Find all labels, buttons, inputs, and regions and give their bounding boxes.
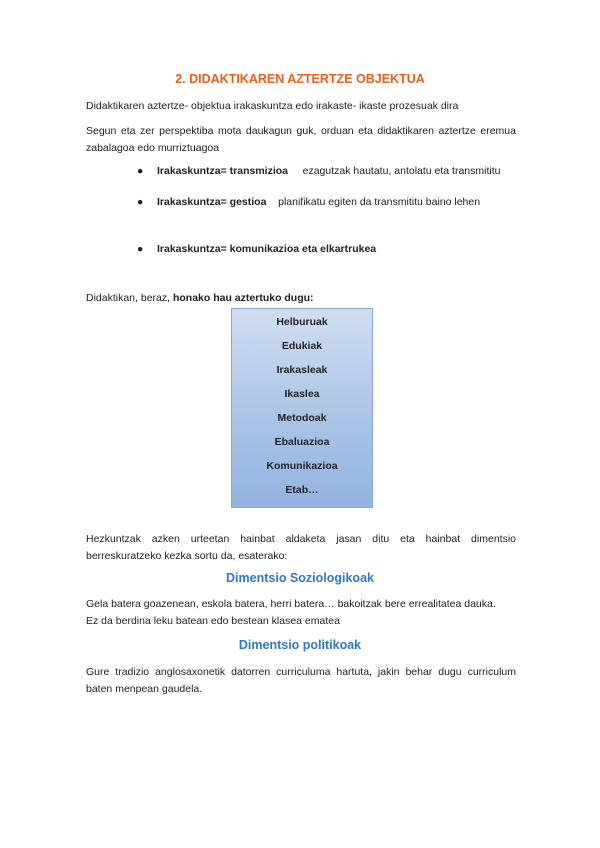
section-heading-sociological: Dimentsio Soziologikoak (226, 571, 374, 585)
list-intro-paragraph (86, 290, 516, 307)
list-intro-prefix: Didaktikan, beraz, (86, 292, 173, 304)
box-item: Edukiak (281, 340, 323, 352)
bullet-term: Irakaskuntza= komunikazioa eta elkartrukea (157, 243, 377, 255)
box-item: Etab… (285, 484, 319, 496)
box-item: Helburuak (276, 316, 328, 328)
section-heading-political: Dimentsio politikoak (238, 638, 362, 652)
bullet-dot-icon: ● (137, 243, 144, 255)
bullet-term: Irakaskuntza= transmizioa (157, 165, 289, 177)
changes-paragraph: Hezkuntzak azken urteetan hainbat aldaketa jasan ditu eta hainbat dimentsio berreskuratzeko kezka sortu da, esaterako: (86, 533, 516, 562)
box-item: Komunikazioa (266, 460, 338, 472)
bullet-dot-icon: ● (137, 165, 144, 177)
bullet-description: ezagutzak hautatu, antolatu eta transmititu (302, 165, 501, 177)
political-paragraph: Gure tradizio anglosaxonetik datorren curriculuma hartuta, jakin behar dugu curriculum baten menpean gaudela. (86, 666, 516, 695)
section-title: 2. DIDAKTIKAREN AZTERTZE OBJEKTUA (175, 72, 425, 86)
bullet-description: planifikatu egiten da transmititu baino lehen (278, 196, 481, 208)
bullet-item (137, 164, 500, 178)
sociological-line-1: Gela batera goazenean, eskola batera, herri batera… bakoitzak bere errealitatea dauka. (86, 598, 496, 610)
bullet-term: Irakaskuntza= gestioa (157, 196, 267, 208)
list-intro-bold: honako hau aztertuko dugu: (172, 292, 314, 304)
intro-paragraph: Didaktikaren aztertze- objektua irakaskuntza edo irakaste- ikaste prozesuak dira (86, 100, 459, 112)
bullet-dot-icon: ● (137, 196, 144, 208)
box-item: Ebaluazioa (274, 436, 330, 448)
box-item: Ikaslea (284, 388, 320, 400)
bullet-item (137, 195, 480, 209)
topics-box (231, 308, 373, 508)
bullet-item (137, 242, 376, 256)
sociological-line-2: Ez da berdina leku batean edo bestean klasea ematea (86, 615, 340, 627)
perspective-paragraph: Segun eta zer perspektiba mota daukagun guk, orduan eta didaktikaren aztertze eremua zabalagoa edo murriztuagoa (86, 125, 516, 154)
box-item: Irakasleak (276, 364, 328, 376)
box-item: Metodoak (277, 412, 327, 424)
